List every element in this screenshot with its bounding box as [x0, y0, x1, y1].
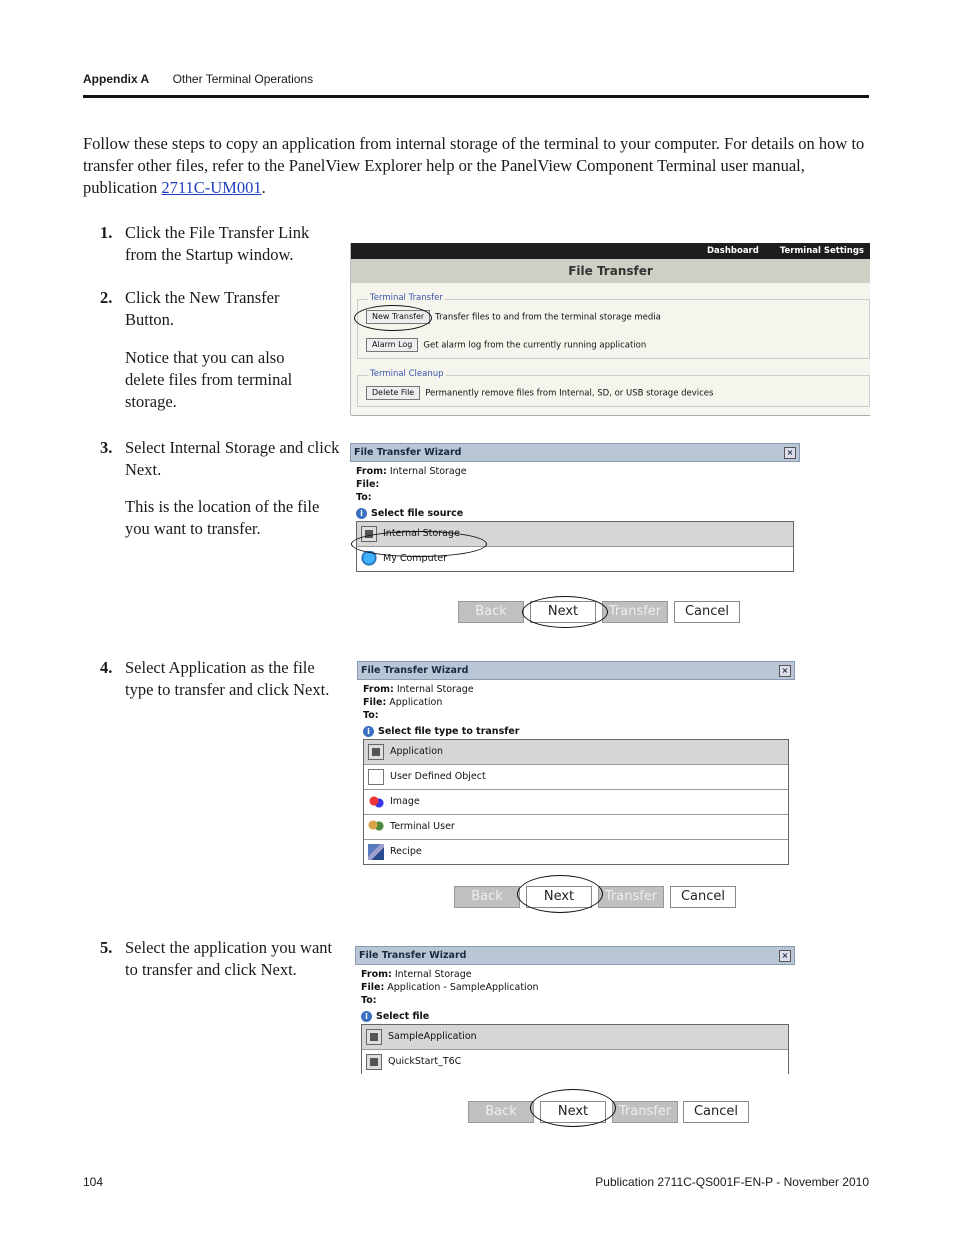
list-item-recipe[interactable]: Recipe	[364, 840, 788, 864]
new-transfer-button[interactable]: New Transfer	[366, 310, 430, 324]
transfer-button[interactable]: Transfer	[602, 601, 668, 623]
back-button[interactable]: Back	[454, 886, 520, 908]
page-title: File Transfer	[351, 259, 870, 283]
list-item-internal-storage[interactable]: Internal Storage	[357, 522, 793, 547]
file-type-list	[363, 739, 789, 865]
close-icon[interactable]: ×	[779, 950, 791, 962]
recipe-icon	[368, 844, 384, 860]
header-rule	[83, 95, 869, 98]
nav-terminal-settings[interactable]: Terminal Settings	[779, 246, 864, 256]
list-item-image[interactable]: Image	[364, 790, 788, 815]
application-icon	[366, 1029, 382, 1045]
next-button[interactable]: Next	[526, 886, 592, 908]
file-list	[361, 1024, 789, 1074]
step-5: 5. Select the application you want to transfer and click Next.	[100, 938, 333, 979]
nav-dashboard[interactable]: Dashboard	[707, 246, 759, 256]
wizard-select-file: File Transfer Wizard × From: Internal Storage File: Application - SampleApplication To: i Select file SampleApplication QuickStart_T6C Back Next Transfer Cancel	[355, 946, 795, 1126]
wizard-file-type: File Transfer Wizard × From: Internal Storage File: Application To: i Select file type to transfer Application User Defined Object Image Terminal User Recipe Back Next Transfer Cancel	[357, 661, 795, 911]
back-button[interactable]: Back	[468, 1101, 534, 1123]
application-icon	[368, 744, 384, 760]
step-3-note: This is the location of the file you want to transfer.	[125, 497, 320, 538]
next-button[interactable]: Next	[530, 601, 596, 623]
application-icon	[366, 1054, 382, 1070]
list-item-user-defined-object[interactable]: User Defined Object	[364, 765, 788, 790]
info-icon: i	[356, 508, 367, 519]
publication-link[interactable]: 2711C-UM001	[161, 178, 262, 197]
highlight-ring	[530, 1089, 616, 1127]
step-3: 3. Select Internal Storage and click Next.	[100, 438, 340, 479]
publication-info: Publication 2711C-QS001F-EN-P - November 2010	[595, 1175, 869, 1189]
highlight-ring	[522, 596, 608, 628]
section-title: Other Terminal Operations	[172, 72, 314, 86]
info-icon: i	[361, 1011, 372, 1022]
close-icon[interactable]: ×	[784, 447, 796, 459]
document-icon	[368, 769, 384, 785]
terminal-cleanup-group: Terminal Cleanup Delete File Permanently remove files from Internal, SD, or USB storage devices	[357, 375, 870, 407]
close-icon[interactable]: ×	[779, 665, 791, 677]
step-2: 2. Click the New Transfer Button.	[100, 288, 280, 329]
running-header	[83, 72, 313, 86]
step-1: 1. Click the File Transfer Link from the Startup window.	[100, 223, 310, 264]
terminal-transfer-group: Terminal Transfer New Transfer Transfer files to and from the terminal storage media Alarm Log Get alarm log from the currently running application	[357, 299, 870, 359]
list-item-quickstart[interactable]: QuickStart_T6C	[362, 1050, 788, 1074]
wizard-file-source: File Transfer Wizard × From: Internal Storage File: To: i Select file source Internal Storage My Computer Back Next Transfer Cancel	[350, 443, 800, 628]
highlight-ring	[517, 875, 603, 913]
alarm-log-button[interactable]: Alarm Log	[366, 338, 418, 352]
list-item-sample-application[interactable]: SampleApplication	[362, 1025, 788, 1050]
highlight-ring	[354, 305, 432, 331]
info-icon: i	[363, 726, 374, 737]
step-4: 4. Select Application as the file type to transfer and click Next.	[100, 658, 330, 699]
next-button[interactable]: Next	[540, 1101, 606, 1123]
intro-paragraph: Follow these steps to copy an application from internal storage of the terminal to your computer. For details on how to transfer other files, refer to the PanelView Explorer help or the PanelView Component Terminal user manual, publication 2711C-UM001.	[83, 134, 865, 197]
back-button[interactable]: Back	[458, 601, 524, 623]
transfer-button[interactable]: Transfer	[598, 886, 664, 908]
list-item-application[interactable]: Application	[364, 740, 788, 765]
transfer-button[interactable]: Transfer	[612, 1101, 678, 1123]
page-number: 104	[83, 1175, 104, 1189]
delete-file-button[interactable]: Delete File	[366, 386, 420, 400]
nav-bar	[351, 243, 870, 259]
image-icon	[368, 794, 384, 810]
file-transfer-screenshot	[350, 243, 870, 415]
list-item-terminal-user[interactable]: Terminal User	[364, 815, 788, 840]
cancel-button[interactable]: Cancel	[683, 1101, 749, 1123]
list-item-my-computer[interactable]: My Computer	[357, 547, 793, 571]
step-2-note: Notice that you can also delete files from terminal storage.	[125, 348, 293, 411]
cancel-button[interactable]: Cancel	[670, 886, 736, 908]
cancel-button[interactable]: Cancel	[674, 601, 740, 623]
users-icon	[368, 819, 384, 835]
highlight-ring	[351, 531, 487, 557]
appendix-label: Appendix A	[83, 72, 150, 86]
